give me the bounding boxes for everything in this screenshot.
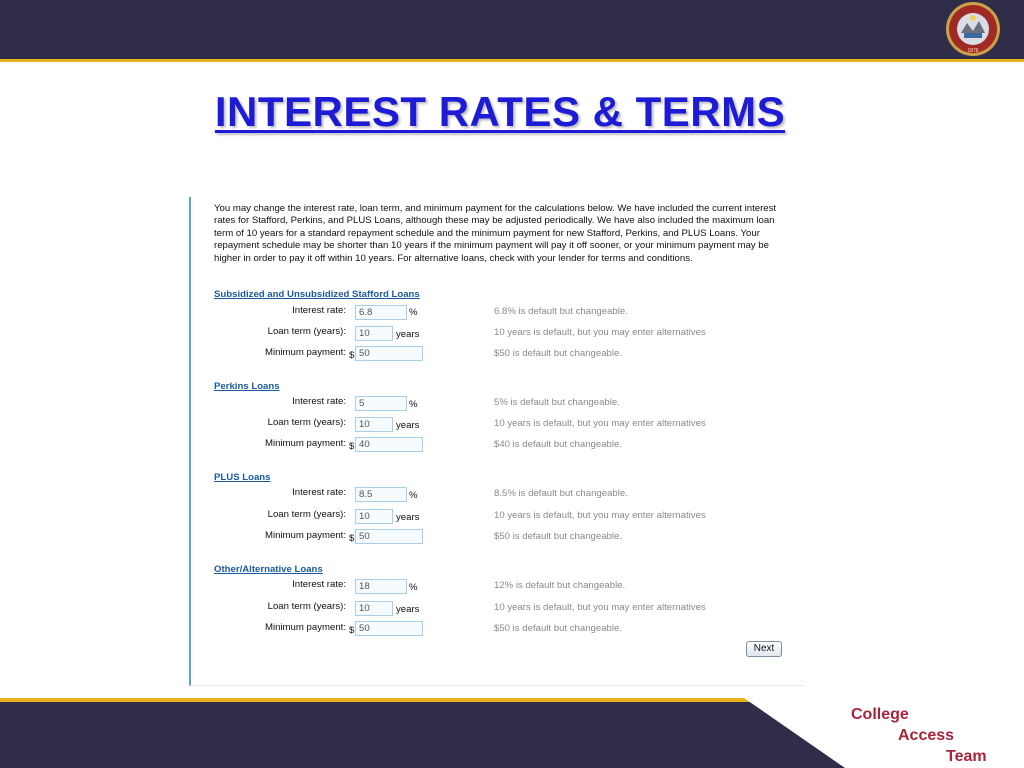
perkins-interest-rate-input[interactable] [355,396,407,411]
stafford-payment-note: $50 is default but changeable. [494,348,623,359]
header-bar [0,0,1024,59]
seal-year: 1876 [967,48,979,54]
interest-rate-label: Interest rate: [292,487,346,498]
loan-term-label: Loan term (years): [267,601,346,612]
loan-term-label: Loan term (years): [267,417,346,428]
stafford-min-payment-input[interactable] [355,346,423,361]
minimum-payment-label: Minimum payment: [264,347,346,358]
alternative-min-payment-input[interactable] [355,621,423,636]
dollar-sign: $ [349,625,355,636]
years-unit: years [396,604,420,615]
section-title-plus[interactable]: PLUS Loans [214,472,271,483]
plus-loan-term-input[interactable] [355,509,393,524]
intro-paragraph: You may change the interest rate, loan term, and minimum payment for the calculations below. We have included the current interest rates for Stafford, Perkins, and PLUS Loans, although these may be adjusted periodically. We have also included the maximum loan term of 10 years for a standard repayment schedule and the minimum payment for new Stafford, Perkins, and PLUS Loans. Your repayment schedule may be shorter than 10 years if the minimum payment will pay it off sooner, or your minimum payment may be higher in order to pay it off within 10 years. For alternative loans, check with your lender for terms and conditions. [214,203,777,264]
dollar-sign: $ [349,533,355,544]
page-title: INTEREST RATES & TERMS [214,88,786,135]
minimum-payment-label: Minimum payment: [264,622,346,633]
perkins-payment-note: $40 is default but changeable. [494,439,623,450]
perkins-loan-term-input[interactable] [355,417,393,432]
percent-unit: % [409,307,418,318]
footer-logo-access: Access [898,727,955,744]
loan-term-label: Loan term (years): [267,326,346,337]
alternative-interest-rate-input[interactable] [355,579,407,594]
years-unit: years [396,512,420,523]
stafford-interest-rate-input[interactable] [355,305,407,320]
plus-rate-note: 8.5% is default but changeable. [494,488,628,499]
plus-payment-note: $50 is default but changeable. [494,531,623,542]
perkins-min-payment-input[interactable] [355,437,423,452]
plus-min-payment-input[interactable] [355,529,423,544]
percent-unit: % [409,582,418,593]
minimum-payment-label: Minimum payment: [264,530,346,541]
stafford-rate-note: 6.8% is default but changeable. [494,306,628,317]
percent-unit: % [409,399,418,410]
alternative-rate-note: 12% is default but changeable. [494,580,626,591]
footer-logo-team: Team [946,748,987,765]
header-accent-line [0,59,1024,62]
loan-calculator-panel [189,197,804,686]
interest-rate-label: Interest rate: [292,579,346,590]
years-unit: years [396,420,420,431]
perkins-term-note: 10 years is default, but you may enter alternatives [494,418,706,429]
loan-term-label: Loan term (years): [267,509,346,520]
next-button[interactable]: Next [746,641,782,657]
perkins-rate-note: 5% is default but changeable. [494,397,620,408]
years-unit: years [396,329,420,340]
dollar-sign: $ [349,441,355,452]
interest-rate-label: Interest rate: [292,396,346,407]
interest-rate-label: Interest rate: [292,305,346,316]
alternative-payment-note: $50 is default but changeable. [494,623,623,634]
section-title-alternative[interactable]: Other/Alternative Loans [214,564,323,575]
section-title-stafford[interactable]: Subsidized and Unsubsidized Stafford Loans [214,289,420,300]
percent-unit: % [409,490,418,501]
dollar-sign: $ [349,350,355,361]
section-title-perkins[interactable]: Perkins Loans [214,381,280,392]
alternative-loan-term-input[interactable] [355,601,393,616]
plus-term-note: 10 years is default, but you may enter alternatives [494,510,706,521]
minimum-payment-label: Minimum payment: [264,438,346,449]
footer-logo-college: College [851,706,909,723]
alternative-term-note: 10 years is default, but you may enter alternatives [494,602,706,613]
colorado-state-seal-icon [944,1,1002,57]
stafford-loan-term-input[interactable] [355,326,393,341]
stafford-term-note: 10 years is default, but you may enter alternatives [494,327,706,338]
plus-interest-rate-input[interactable] [355,487,407,502]
